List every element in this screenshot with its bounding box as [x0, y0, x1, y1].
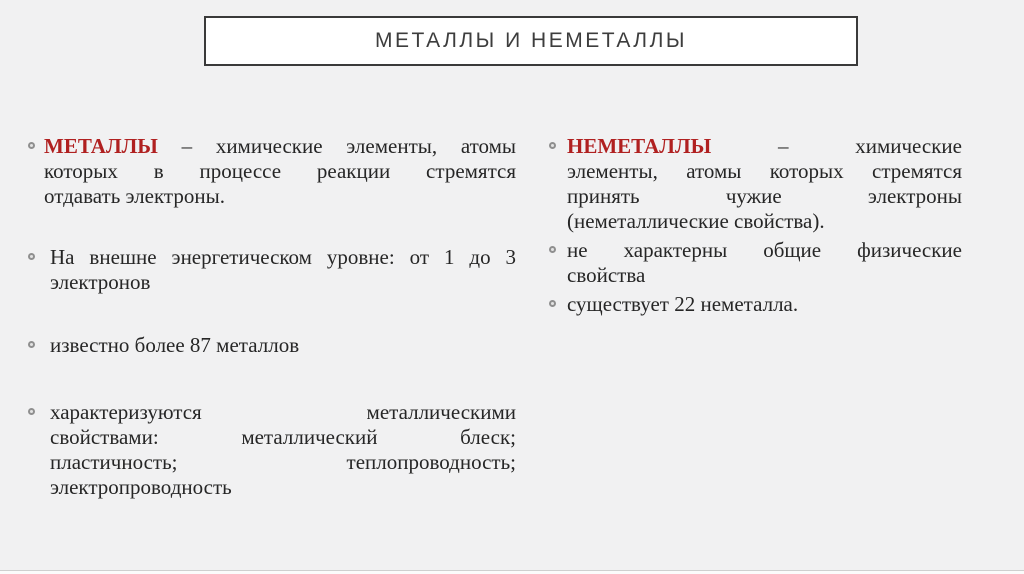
- text-line: электронов: [50, 270, 151, 294]
- text-line: электропроводность: [50, 475, 232, 499]
- list-item: [549, 238, 962, 288]
- text-line: принять чужие электроны: [567, 184, 962, 208]
- text-line: [567, 134, 962, 159]
- term-definition: – химические: [711, 134, 962, 158]
- text-line: свойствами: металлический блеск;: [50, 425, 516, 449]
- bullet-icon: [549, 246, 556, 253]
- text-line: [44, 134, 516, 159]
- list-item: [28, 400, 516, 500]
- text-line: (неметаллические свойства).: [567, 209, 825, 233]
- text-line: существует 22 неметалла.: [567, 292, 799, 316]
- text-line: отдавать электроны.: [44, 184, 225, 208]
- list-item: [28, 245, 516, 295]
- slide-title: МЕТАЛЛЫ И НЕМЕТАЛЛЫ: [375, 29, 687, 52]
- text-line: свойства: [567, 263, 646, 287]
- text-line: пластичность; теплопроводность;: [50, 450, 516, 474]
- text-line: не характерны общие физические: [567, 238, 962, 262]
- nonmetals-column: [549, 134, 962, 317]
- bullet-icon: [549, 142, 556, 149]
- term-definition: – химические элементы, атомы: [157, 134, 516, 158]
- text-line: На внешне энергетическом уровне: от 1 до 3: [50, 245, 516, 269]
- bullet-icon: [549, 300, 556, 307]
- metals-column: [28, 134, 516, 500]
- list-item: [549, 292, 962, 317]
- slide-title-box: [204, 16, 858, 66]
- text-line: известно более 87 металлов: [50, 333, 300, 357]
- list-item: [549, 134, 962, 234]
- list-item: [28, 333, 516, 358]
- bullet-icon: [28, 341, 35, 348]
- bullet-icon: [28, 142, 35, 149]
- bullet-icon: [28, 253, 35, 260]
- list-item: [28, 134, 516, 209]
- bullet-icon: [28, 408, 35, 415]
- text-line: характеризуются металлическими: [50, 400, 516, 424]
- term-nonmetals: НЕМЕТАЛЛЫ: [567, 134, 712, 158]
- term-metals: МЕТАЛЛЫ: [44, 134, 158, 158]
- text-line: элементы, атомы которых стремятся: [567, 159, 962, 183]
- text-line: которых в процессе реакции стремятся: [44, 159, 516, 183]
